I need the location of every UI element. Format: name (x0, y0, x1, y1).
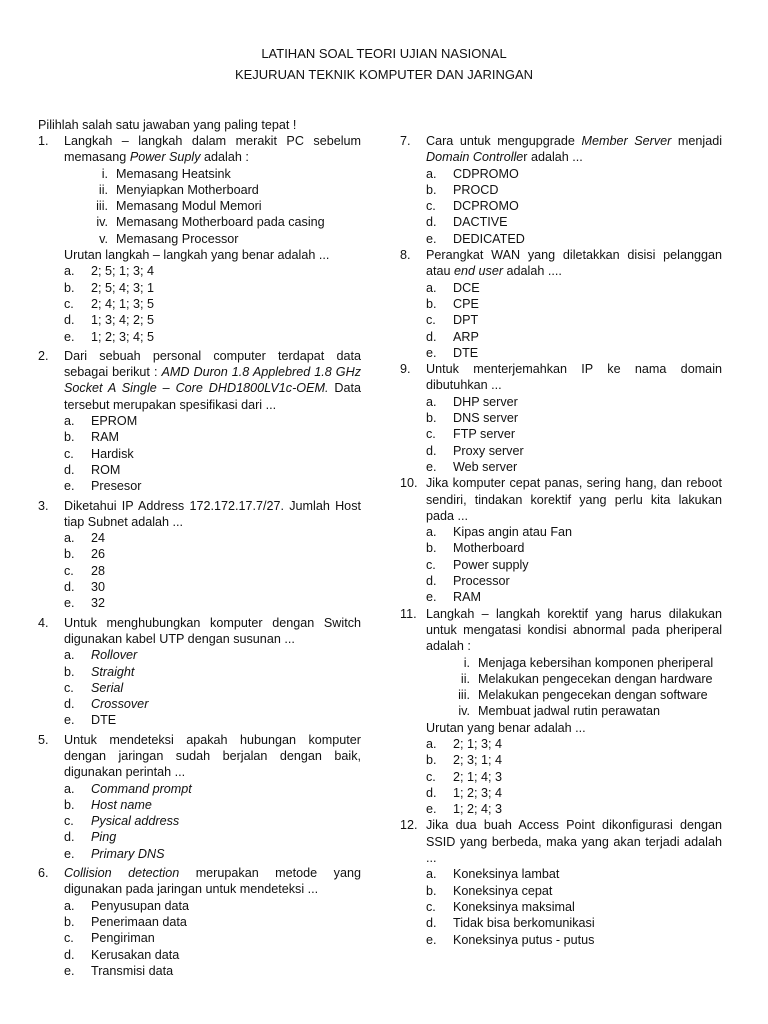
answer-option-d: d. 1; 2; 3; 4 (426, 785, 503, 800)
answer-option-a: a. Koneksinya lambat (426, 867, 560, 882)
title-line-1: LATIHAN SOAL TEORI UJIAN NASIONAL (261, 46, 507, 61)
question-number: 11. (400, 606, 417, 621)
answer-option-d: d. Kerusakan data (64, 947, 180, 962)
answer-option-b: b. DNS server (426, 411, 519, 426)
question-7 (400, 133, 722, 247)
answer-option-a: a. 24 (64, 531, 106, 546)
step-item: ii. Melakukan pengecekan dengan hardware (460, 671, 713, 686)
answer-option-b: b. Straight (64, 664, 135, 679)
question-text: Langkah – langkah korektif yang harus dilakukan untuk mengatasi kondisi abnormal pada pheriperal adalah : (426, 606, 722, 654)
question-number: 1. (38, 134, 49, 148)
answer-option-e: e. DTE (426, 345, 479, 360)
step-item: i. Menjaga kebersihan komponen pheriperal (463, 655, 714, 670)
question-2 (38, 348, 361, 495)
question-12 (400, 817, 722, 947)
step-item: v. Memasang Processor (99, 231, 239, 246)
question-text: Cara untuk mengupgrade Member Server menjadi Domain Controller adalah ... (426, 134, 723, 165)
question-number: 2. (38, 348, 49, 363)
answer-option-d: d. ROM (64, 462, 121, 477)
answer-option-c: c. 2; 4; 1; 3; 5 (64, 296, 155, 311)
answer-option-c: c. Hardisk (64, 446, 134, 461)
answer-option-b: b. 2; 3; 1; 4 (426, 753, 503, 768)
answer-option-d: d. 1; 3; 4; 2; 5 (64, 313, 155, 328)
answer-option-e: e. DEDICATED (426, 231, 525, 246)
answer-option-b: b. Host name (64, 797, 152, 812)
answer-option-c: c. Pysical address (64, 814, 180, 829)
answer-option-b: b. Motherboard (426, 541, 525, 556)
question-5 (38, 732, 361, 862)
question-number: 7. (400, 134, 411, 148)
question-text: Langkah – langkah dalam merakit PC sebelum memasang Power Suply adalah : (64, 134, 361, 165)
answer-option-a: a. 2; 5; 1; 3; 4 (64, 264, 155, 279)
answer-option-c: c. DPT (426, 313, 479, 328)
step-item: iv. Memasang Motherboard pada casing (96, 215, 325, 230)
question-number: 12. (400, 818, 418, 833)
answer-option-b: b. 26 (64, 547, 106, 562)
answer-option-b: b. PROCD (426, 182, 499, 197)
question-text: Collision detection merupakan metode yang digunakan pada jaringan untuk mendeteksi ... (64, 866, 361, 897)
page-header (0, 43, 768, 85)
question-text: Perangkat WAN yang diletakkan disisi pelanggan atau end user adalah .... (426, 248, 722, 279)
answer-option-e: e. 32 (64, 596, 106, 611)
answer-option-a: a. DHP server (426, 394, 518, 409)
question-number: 8. (400, 248, 411, 263)
question-4 (38, 615, 361, 729)
answer-option-e: e. 1; 2; 3; 4; 5 (64, 329, 155, 344)
instruction: Pilihlah salah satu jawaban yang paling tepat ! (38, 118, 297, 132)
question-text: Jika dua buah Access Point dikonfigurasi dengan SSID yang berbeda, maka yang akan terjadi adalah ... (426, 818, 722, 866)
question-number: 4. (38, 615, 49, 630)
answer-option-e: e. Transmisi data (64, 963, 174, 978)
answer-option-e: e. Web server (426, 459, 518, 474)
question-number: 6. (38, 866, 49, 881)
question-number: 5. (38, 732, 49, 747)
answer-option-d: d. 30 (64, 580, 106, 595)
step-item: iii. Melakukan pengecekan dengan software (458, 688, 708, 703)
question-9 (400, 361, 722, 475)
answer-option-b: b. Koneksinya cepat (426, 883, 553, 898)
answer-option-a: a. 2; 1; 3; 4 (426, 736, 503, 751)
answer-option-d: d. Proxy server (426, 443, 524, 458)
answer-option-b: b. RAM (64, 430, 119, 445)
title-line-2: KEJURUAN TEKNIK KOMPUTER DAN JARINGAN (234, 67, 534, 82)
answer-option-e: e. Koneksinya putus - putus (426, 932, 595, 947)
answer-option-c: c. 2; 1; 4; 3 (426, 769, 503, 784)
answer-option-d: d. Crossover (64, 697, 149, 712)
question-8 (400, 247, 722, 361)
answer-option-c: c. Serial (64, 680, 124, 695)
question-text: Dari sebuah personal computer terdapat data sebagai berikut : AMD Duron 1.8 Applebred 1.8 GHz Socket A Single – Core DHD1800LV1c-OEM. Data tersebut merupakan spesifikasi dari ... (64, 348, 361, 412)
answer-option-d: d. Ping (64, 830, 117, 845)
step-item: i. Memasang Heatsink (101, 166, 231, 181)
answer-option-a: a. EPROM (64, 414, 138, 429)
question-number: 9. (400, 362, 411, 377)
question-10 (400, 475, 722, 605)
question-text: Diketahui IP Address 172.172.17.7/27. Jumlah Host tiap Subnet adalah ... (64, 498, 361, 529)
answer-option-b: b. CPE (426, 296, 479, 311)
answer-option-e: e. Primary DNS (64, 846, 165, 861)
question-text: Jika komputer cepat panas, sering hang, dan reboot sendiri, tindakan korektif yang perlu kita lakukan pada ... (426, 476, 722, 523)
answer-option-c: c. FTP server (426, 427, 516, 442)
step-item: iii. Memasang Modul Memori (96, 199, 262, 214)
answer-option-a: a. Command prompt (64, 781, 192, 796)
question-followup: Urutan yang benar adalah ... (426, 720, 586, 735)
answer-option-a: a. Kipas angin atau Fan (426, 525, 573, 540)
answer-option-c: c. Power supply (426, 557, 529, 572)
question-text: Untuk menterjemahkan IP ke nama domain dibutuhkan ... (426, 362, 722, 393)
answer-option-a: a. CDPROMO (426, 166, 519, 181)
right-column (400, 133, 722, 948)
answer-option-e: e. 1; 2; 4; 3 (426, 802, 503, 817)
question-text: Untuk mendeteksi apakah hubungan komputer dengan jaringan sudah berjalan dengan baik, digunakan perintah ... (64, 732, 361, 780)
answer-option-c: c. DCPROMO (426, 199, 519, 214)
question-number: 10. (400, 476, 418, 491)
answer-option-e: e. Presesor (64, 479, 142, 494)
answer-option-a: a. Rollover (64, 648, 138, 663)
answer-option-c: c. Koneksinya maksimal (426, 899, 575, 914)
answer-option-c: c. 28 (64, 563, 106, 578)
answer-option-b: b. 2; 5; 4; 3; 1 (64, 280, 155, 295)
answer-option-d: d. Processor (426, 574, 510, 589)
step-item: ii. Menyiapkan Motherboard (98, 182, 259, 197)
question-6 (38, 865, 361, 979)
answer-option-d: d. ARP (426, 329, 479, 344)
answer-option-c: c. Pengiriman (64, 931, 155, 946)
question-number: 3. (38, 498, 49, 513)
answer-option-a: a. Penyusupan data (64, 898, 190, 913)
answer-option-d: d. Tidak bisa berkomunikasi (426, 916, 595, 931)
left-column (38, 133, 361, 979)
answer-option-a: a. DCE (426, 280, 480, 295)
step-item: iv. Membuat jadwal rutin perawatan (458, 704, 661, 719)
answer-option-e: e. DTE (64, 713, 117, 728)
question-1 (38, 133, 361, 345)
answer-option-b: b. Penerimaan data (64, 914, 187, 929)
question-3 (38, 498, 361, 612)
answer-option-d: d. DACTIVE (426, 215, 508, 230)
question-text: Untuk menghubungkan komputer dengan Switch digunakan kabel UTP dengan susunan ... (64, 615, 361, 646)
answer-option-e: e. RAM (426, 590, 481, 605)
question-11 (400, 606, 722, 818)
question-followup: Urutan langkah – langkah yang benar adalah ... (64, 248, 330, 263)
